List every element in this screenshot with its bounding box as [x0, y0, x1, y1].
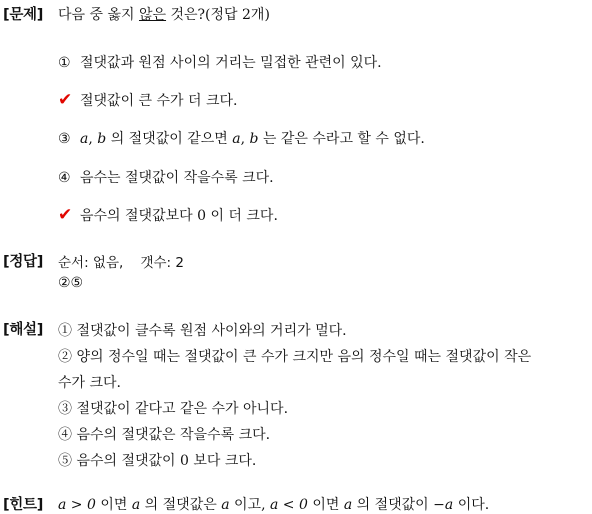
hint-text-4: 이면 — [312, 497, 340, 513]
option-3-var-a2: a — [232, 131, 241, 147]
option-1 — [58, 52, 382, 72]
hint-var-1: a — [131, 497, 141, 513]
check-mark-icon: ✔ — [58, 90, 73, 110]
option-2-text: 절댓값이 큰 수가 더 크다. — [80, 93, 238, 109]
hint-text-1: 이면 — [100, 497, 128, 513]
option-1-marker: ① — [58, 55, 71, 71]
option-3 — [58, 128, 425, 148]
hint-label: [힌트] — [3, 497, 44, 513]
answer-line-2: ②⑤ — [58, 275, 84, 291]
option-5 — [58, 205, 278, 225]
question-text-underlined: 않은 — [138, 7, 167, 23]
hint-var-2: a — [221, 497, 230, 513]
question-text-before: 다음 중 옳지 — [58, 7, 139, 23]
explanation-line-6: ⑤ 음수의 절댓값이 0 보다 크다. — [58, 453, 257, 469]
option-4 — [58, 167, 274, 187]
question-label: [문제] — [3, 7, 44, 23]
answer-label: [정답] — [3, 254, 44, 270]
hint-cond-1: a > 0 — [58, 497, 96, 513]
hint-text-3: 이고, — [234, 497, 266, 513]
hint-text-5: 의 절댓값이 — [356, 497, 429, 513]
hint-text — [58, 494, 489, 514]
check-mark-icon: ✔ — [58, 205, 73, 225]
option-2 — [58, 90, 238, 110]
option-1-text: 절댓값과 원점 사이의 거리는 밀접한 관련이 있다. — [80, 55, 382, 71]
question-text — [58, 4, 270, 24]
option-3-var-a: a — [80, 131, 89, 147]
explanation-label: [해설] — [3, 322, 44, 338]
option-3-end: 는 같은 수라고 할 수 없다. — [262, 131, 425, 147]
hint-var-3: a — [343, 497, 353, 513]
option-3-var-b2: b — [249, 131, 259, 147]
option-5-text: 음수의 절댓값보다 0 이 더 크다. — [80, 208, 278, 224]
explanation-line-2: ② 양의 정수일 때는 절댓값이 큰 수가 크지만 음의 정수일 때는 절댓값이 작은 — [58, 349, 532, 365]
explanation-line-5: ④ 음수의 절댓값은 작을수록 크다. — [58, 427, 271, 443]
option-3-mid: 의 절댓값이 같으면 — [110, 131, 228, 147]
option-3-comma2: , — [240, 131, 246, 147]
option-3-var-b: b — [97, 131, 107, 147]
explanation-line-3: 수가 크다. — [58, 375, 121, 391]
hint-text-2: 의 절댓값은 — [144, 497, 217, 513]
explanation-line-4: ③ 절댓값이 같다고 같은 수가 아니다. — [58, 401, 289, 417]
option-3-marker: ③ — [58, 131, 71, 147]
answer-line-1: 순서: 없음, 갯수: 2 — [58, 255, 184, 271]
hint-text-6: 이다. — [457, 497, 490, 513]
hint-var-4: −a — [433, 497, 454, 513]
option-4-marker: ④ — [58, 170, 71, 186]
explanation-line-1: ① 절댓값이 클수록 원점 사이와의 거리가 멀다. — [58, 323, 347, 339]
question-text-after: 것은?(정답 2개) — [166, 7, 270, 23]
option-4-text: 음수는 절댓값이 작을수록 크다. — [80, 170, 274, 186]
option-3-comma: , — [88, 131, 93, 147]
hint-cond-2: a < 0 — [269, 497, 308, 513]
